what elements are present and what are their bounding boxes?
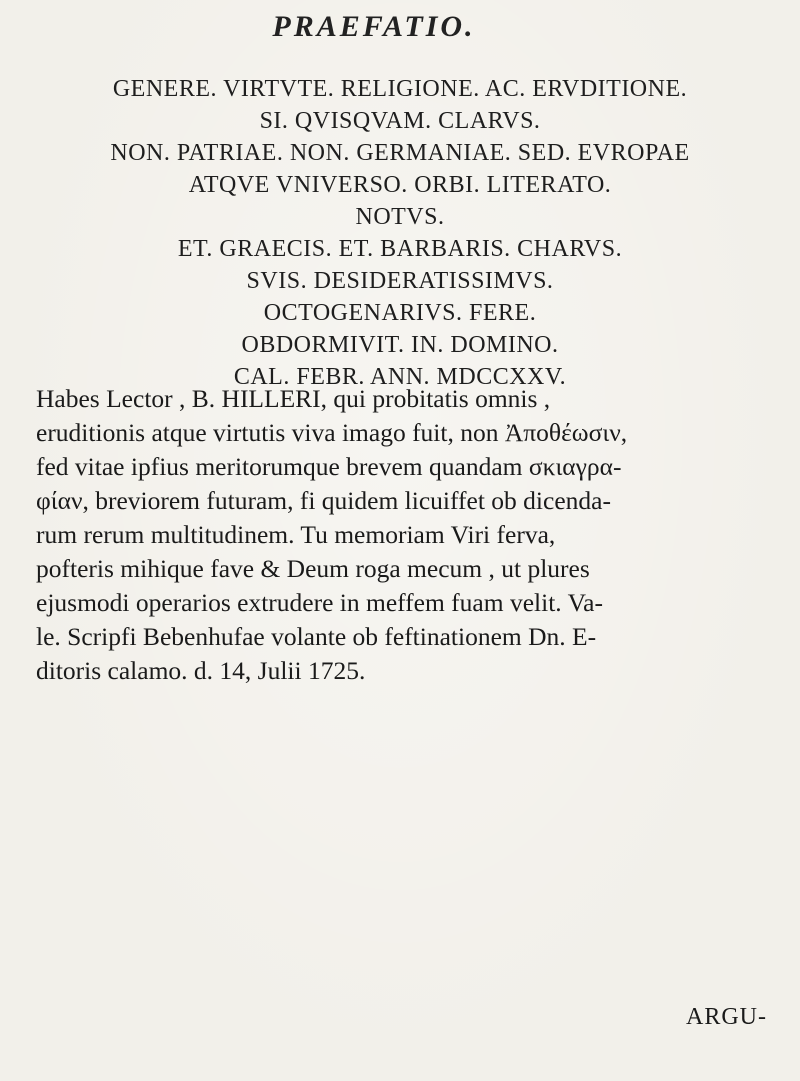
epitaph-line: OCTOGENARIVS. FERE. <box>263 300 537 326</box>
paragraph-line: ejusmodi operarios extrudere in meffem fuam velit. Va- <box>36 588 603 617</box>
paragraph-line: fed vitae ipfius meritorumque brevem quandam σκιαγρα- <box>36 452 622 481</box>
epitaph-line: OBDORMIVIT. IN. DOMINO. <box>241 332 559 358</box>
paragraph-line: ditoris calamo. d. 14, Julii 1725. <box>36 656 366 685</box>
paragraph-line: le. Scripfi Bebenhufae volante ob feftinationem Dn. E- <box>36 622 597 651</box>
epitaph-line: GENERE. VIRTVTE. RELIGIONE. AC. ERVDITIONE. <box>112 76 688 102</box>
epitaph-line: NON. PATRIAE. NON. GERMANIAE. SED. EVROPAE <box>110 140 690 166</box>
paragraph-line: pofteris mihique fave & Deum roga mecum , ut plures <box>36 554 590 583</box>
epitaph-line: CAL. FEBR. ANN. MDCCXXV. <box>233 364 567 390</box>
paragraph-line: rum rerum multitudinem. Tu memoriam Viri ferva, <box>36 520 556 549</box>
paragraph-line: eruditionis atque virtutis viva imago fuit, non Ἀποθέωσιν, <box>36 418 628 447</box>
epitaph-line: ET. GRAECIS. ET. BARBARIS. CHARVS. <box>177 236 623 262</box>
epitaph-line: ATQVE VNIVERSO. ORBI. LITERATO. <box>188 172 612 198</box>
epitaph-line: NOTVS. <box>355 204 445 230</box>
epitaph-line: SI. QVISQVAM. CLARVS. <box>259 108 541 134</box>
paragraph-line: φίαν, breviorem futuram, fi quidem licuiffet ob dicenda- <box>36 486 611 515</box>
epitaph-line: SVIS. DESIDERATISSIMVS. <box>246 268 554 294</box>
running-head: PRAEFATIO. <box>272 10 476 43</box>
catchword: ARGU- <box>686 1004 767 1030</box>
paragraph-line: Habes Lector , B. HILLERI, qui probitatis omnis , <box>36 384 551 413</box>
